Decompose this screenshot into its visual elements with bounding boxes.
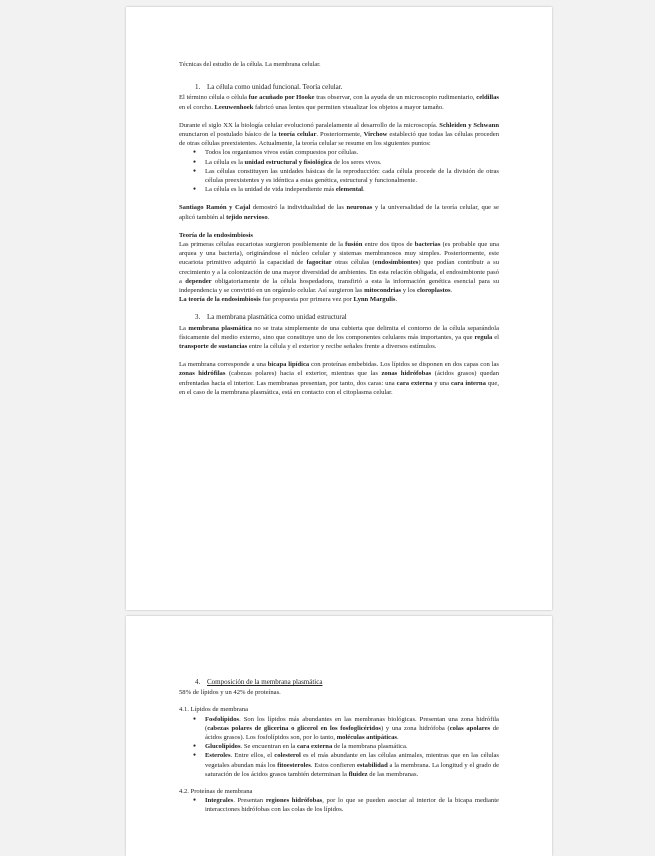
section-number: 1.	[195, 83, 201, 92]
endosymbiosis-heading: Teoría de la endosimbiosis	[179, 231, 253, 239]
text-run: enunciaron el postulado básico de la	[179, 131, 279, 139]
text-run: estableció que todas las células proceden de otras células preexistentes. Actualmente, la teoría celular se resume en los siguientes puntos:	[179, 131, 499, 148]
bold-text: unidad estructural y fisiológica	[244, 158, 332, 166]
text-run: de los seres vivos.	[331, 158, 382, 166]
paragraph	[179, 360, 499, 397]
bullet-list	[179, 148, 499, 194]
list-item	[205, 742, 499, 751]
paragraph	[179, 121, 499, 149]
list-item	[205, 158, 499, 167]
bullet-list	[179, 715, 499, 779]
text-run: La célula es la unidad de vida independiente más	[205, 186, 336, 194]
bold-text: cabezas polares de glicerina o glicerol en los fosfoglicéridos	[207, 724, 381, 732]
bold-text: teoría celular	[278, 131, 317, 139]
bold-text: elemental	[335, 186, 364, 194]
text-run: en el corcho.	[179, 103, 215, 111]
bold-text: cara externa	[296, 743, 333, 751]
bold-text: bacterias	[414, 241, 441, 249]
bold-text: cloroplastos	[417, 287, 451, 295]
text-run: .	[395, 296, 398, 304]
subsection-4-2-title: 4.2. Proteínas de membrana	[179, 788, 253, 796]
list-item	[205, 185, 499, 194]
text-run: La célula es la	[205, 158, 245, 166]
text-run: (es probable que una arquea y una bacteria), originándose el núcleo celular y sistemas membranosos muy simples. Posteriormente, este eucariota primitivo adquirió la capacidad de	[179, 241, 499, 267]
text-run: a la membrana. La longitud y el grado de saturación de los ácidos grasos también determinan la	[205, 761, 499, 778]
section-title-text: Composición de la membrana plasmática	[207, 678, 323, 686]
bold-text: cara externa	[396, 379, 433, 387]
paragraph: 58% de lípidos y un 42% de proteínas.	[179, 689, 281, 697]
section-title-text: La membrana plasmática como unidad estructural	[207, 313, 347, 322]
text-run: . Son los lípidos más abundantes en las membranas biológicas. Presentan una zona hidrófila (	[205, 715, 499, 732]
bold-text: fue acuñado por Hooke	[248, 94, 315, 102]
bold-text: neuronas	[346, 204, 373, 212]
text-run: fue propuesta por primera vez por	[260, 296, 354, 304]
bold-text: mitocondrias	[364, 287, 402, 295]
text-run: Durante el siglo XX la biología celular evolucionó paralelamente al desarrollo de la microscopía.	[179, 121, 440, 129]
bold-text: Schleiden y Schwann	[439, 121, 499, 129]
text-run: de las membranas.	[367, 770, 419, 778]
section-title-text: La célula como unidad funcional. Teoría celular.	[207, 83, 343, 92]
text-run: El término célula o cèlula	[179, 94, 249, 102]
bold-text: fusión	[345, 241, 363, 249]
bold-text: fagocitar	[306, 259, 332, 267]
bold-text: celdillas	[476, 94, 499, 102]
bold-text: moléculas antipáticas	[336, 734, 397, 742]
list-item	[205, 796, 499, 814]
text-run: de la membrana plasmática.	[332, 743, 408, 751]
text-run: y los	[401, 287, 418, 295]
bold-text: regiones hidrófobas	[265, 797, 323, 805]
bold-text: colas apolares	[449, 724, 491, 732]
text-run: . Estos confieren	[310, 761, 357, 769]
text-run: .	[363, 186, 365, 194]
text-run: Las primeras células eucariotas surgieron posiblemente de la	[179, 241, 346, 249]
paragraph	[179, 93, 499, 111]
bold-text: Glucolípidos	[205, 743, 241, 751]
bullet-list	[179, 796, 499, 814]
text-run: . Entre ellos, el	[230, 752, 275, 760]
bold-text: bicapa lipídica	[267, 361, 310, 369]
bold-text: regula	[474, 333, 493, 341]
bold-text: estabilidad	[356, 761, 388, 769]
paragraph	[179, 203, 499, 221]
text-run: y la universalidad de la teoría celular, que se aplicó también al	[179, 204, 499, 221]
text-run: (ácidos grasos) quedan enfrentadas hacia el interior. Las membranas presentan, por tanto, dos caras: una	[179, 370, 499, 387]
text-run: obligatoriamente de la célula hospedadora, transfirió a esta la información genética esencial para su independencia y se convirtió en un orgánulo celular. Así surgieron las	[179, 277, 499, 295]
page-header: Técnicas del estudio de la célula. La membrana celular.	[179, 61, 321, 68]
text-run: (cabezas polares) hacia el exterior, mientras que las	[225, 370, 382, 378]
text-run: .	[267, 213, 270, 221]
bold-text: tejido nervioso	[226, 213, 268, 221]
list-item	[205, 715, 499, 743]
list-item	[205, 167, 499, 185]
text-run: demostró la individualidad de las	[250, 204, 347, 212]
text-run: y una	[432, 379, 451, 387]
document-page-1	[126, 7, 552, 610]
bold-text: Santiago Ramón y Cajal	[179, 204, 251, 212]
paragraph	[179, 240, 499, 295]
section-1-title	[179, 83, 499, 92]
bold-text: membrana plasmática	[188, 324, 252, 332]
bold-text: transporte de sustancias	[179, 343, 248, 351]
bold-text: endosimbiontes	[374, 259, 419, 267]
bold-text: Lynn Margulis	[353, 296, 396, 304]
bold-text: Esteroles	[205, 752, 231, 760]
bold-text: Virchow	[363, 131, 388, 139]
text-run: .	[450, 287, 453, 295]
bold-text: depender	[185, 277, 212, 285]
paragraph	[179, 295, 499, 304]
text-run: . Presentan	[233, 797, 266, 805]
text-run: . Se encuentran en la	[240, 743, 297, 751]
bold-text: cara interna	[450, 379, 486, 387]
section-4-title	[179, 678, 499, 687]
text-run: ) y una zona hidrófoba (	[380, 724, 450, 732]
text-run: Las células constituyen las unidades básicas de la reproducción: cada célula procede de la división de otras células preexistentes y es idéntica a estas genética, estructural y funcionalmente.	[205, 167, 499, 185]
bold-text: Leeuwenhoek	[214, 103, 254, 111]
list-item	[205, 751, 499, 779]
text-run: La membrana corresponde a una	[179, 361, 268, 369]
bold-text: zonas hidrófobas	[381, 370, 432, 378]
text-run: que, en el caso de la membrana plasmática, está en contacto con el citoplasma celular.	[179, 379, 500, 396]
bold-text: fitoesteroles	[277, 761, 311, 769]
bold-text: La teoría de la endosimbiosis	[179, 296, 261, 304]
bold-text: Integrales	[205, 797, 234, 805]
text-run: no se trata simplemente de una cubierta que delimita el contorno de la célula separándola físicamente del medio externo, sino que constituye uno de los componentes celulares más importantes, ya que	[179, 324, 499, 341]
text-run: es el más abundante en las células animales, mientras que en las células vegetales abundan más los	[205, 752, 499, 769]
bold-text: Fosfolípidos	[205, 715, 240, 723]
subsection-4-1-title: 4.1. Lípidos de membrana	[179, 706, 249, 714]
text-run: . Posteriormente,	[316, 131, 364, 139]
text-run: entre la célula y el exterior y recibe señales frente a diversos estímulos.	[247, 343, 437, 351]
bold-text: fluidez	[348, 770, 368, 778]
text-run: el	[492, 333, 499, 341]
section-3-title	[179, 313, 499, 322]
text-run: otras células (	[331, 259, 375, 267]
list-item	[205, 148, 499, 157]
text-run: fabricó unas lentes que permiten visualizar los objetos a mayor tamaño.	[253, 103, 444, 111]
text-run: Todos los organismos vivos están compuestos por células.	[205, 149, 359, 157]
bold-text: colesterol	[274, 752, 301, 760]
section-number: 4.	[195, 678, 201, 686]
text-run: , por lo que se pueden asociar al interior de la bicapa mediante interacciones hidrófobas con las colas de los lípidos.	[205, 797, 499, 814]
paragraph	[179, 324, 499, 352]
text-run: con proteínas embebidas. Los lípidos se disponen en dos capas con las	[309, 361, 499, 369]
document-page-2	[126, 616, 552, 856]
bold-text: zonas hidrófilas	[179, 370, 226, 378]
text-run: tras observar, con la ayuda de un microscopio rudimentario,	[314, 94, 477, 102]
text-run: entre dos tipos de	[362, 241, 415, 249]
section-number: 3.	[195, 313, 201, 322]
text-run: ) que podían contribuir a su crecimiento y a la colonización de una mayor diversidad de ambientes. En esta relación obligada, el endosimbionte pasó a	[179, 259, 500, 285]
text-run: .	[396, 734, 399, 742]
text-run: de ácidos grasos). Los fosfolípidos son, por lo tanto,	[205, 724, 499, 742]
text-run: La	[179, 324, 189, 332]
